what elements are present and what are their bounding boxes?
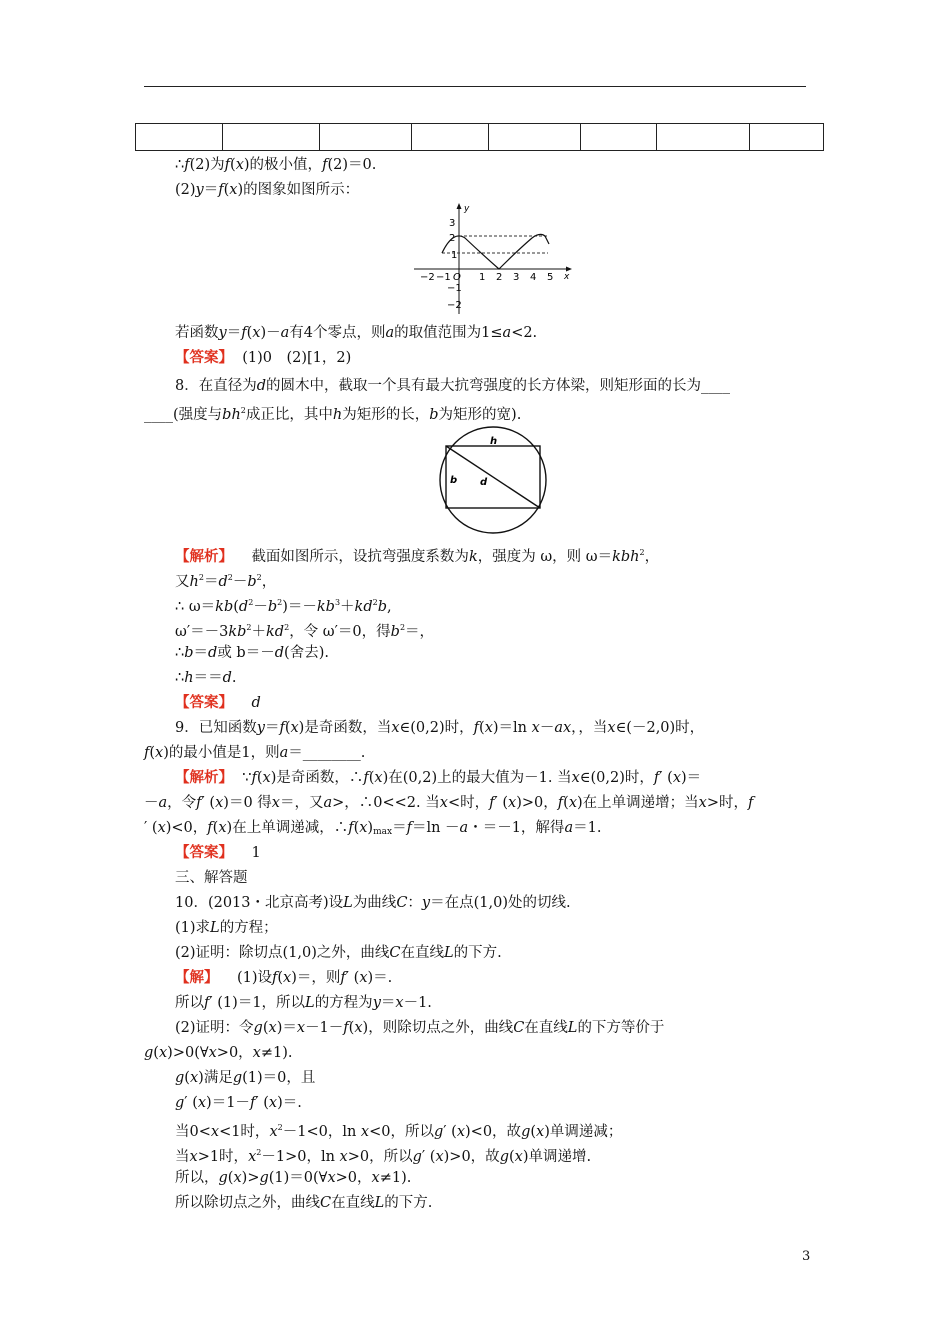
y-tick-minus-2: −2 [447,300,462,311]
x-tick-minus-1: −1 [436,272,451,283]
y-tick-1: 1 [451,250,458,261]
p9-analysis-line-1: 【解析】 ∵f(x)是奇函数，∴f(x)在(0,2)上的最大值为－1. 当x∈(0,2)时，f′ (x)＝ [175,769,702,786]
p9-analysis-line-2: －a，令f′ (x)＝0 得x＝，又a>，∴0<<2. 当x<时，f′ (x)>0，f(x)在上单调递增；当x>时，f [144,795,754,811]
p10-solution-line-6: g′ (x)＝1－f′ (x)＝. [175,1095,302,1111]
y-tick-2: 2 [449,233,456,244]
p8-analysis-line-5: ∴b＝d或 b＝－d(舍去). [175,645,329,661]
p10-solution-line-1: 【解】 (1)设f(x)＝，则f′ (x)＝. [175,969,393,986]
header-rule [144,86,806,87]
x-tick-4: 4 [530,272,537,283]
solution-label: 【解】 [175,969,219,986]
x-axis-arrow [566,267,572,272]
y-tick-3: 3 [449,218,456,229]
x-axis-label: x [564,272,570,282]
p8-analysis-line-2: 又$h^2=d^2-b^2$， [175,573,277,590]
analysis-label: 【解析】 [175,769,233,786]
answer-label: 【答案】 [175,694,233,711]
p10-question: 10．(2013・北京高考)设L为曲线C：y＝在点(1,0)处的切线. [175,895,571,911]
p8-question-line-2: ____(强度与$bh^2$成正比，其中h为矩形的长，b为矩形的宽). [144,406,522,423]
function-graph [408,200,578,317]
p8-analysis-line-6: ∴h＝＝d. [175,670,237,686]
x-tick-2: 2 [496,272,503,283]
table-cell [223,124,320,151]
analysis-label: 【解析】 [175,548,233,565]
p8-analysis-line-1: 【解析】 截面如图所示，设抗弯强度系数为k，强度为 ω，则 ω＝kbh$^2$， [175,548,660,565]
answer-label: 【答案】 [175,349,233,366]
function-curve [442,234,549,269]
top-table-fragment [135,123,824,151]
table-cell [412,124,489,151]
label-h: h [490,436,498,447]
p10-solution-line-9: 所以，g(x)>g(1)＝0(∀x>0，x≠1). [175,1170,412,1186]
p10-part-2: (2)证明：除切点(1,0)之外，曲线C在直线L的下方. [175,945,502,961]
p9-analysis-line-3: ′ (x)<0，f(x)在上单调递减，$\therefore f(x)_{max}=f=\ln -a$・＝－1，解得a＝1. [144,820,602,837]
y-tick-minus-1: −1 [447,283,462,294]
p8-question-line-1: 8．在直径为d的圆木中，截取一个具有最大抗弯强度的长方体梁，则矩形面的长为____ [175,378,731,394]
page-number: 3 [802,1249,811,1264]
section-heading: 三、解答题 [175,870,248,886]
y-axis-arrow [457,203,462,209]
x-tick-5: 5 [547,272,554,283]
label-b: b [450,475,458,486]
x-tick-minus-2: −2 [420,272,435,283]
x-tick-3: 3 [513,272,520,283]
diagonal-d [446,446,540,508]
p8-answer: 【答案】 d [175,694,261,711]
p7-line-3: 若函数y＝f(x)－a有4个零点，则a的取值范围为1≤a<2. [175,325,538,341]
p10-solution-line-5: g(x)满足g(1)＝0，且 [175,1070,316,1086]
p10-solution-line-7: 当0<x<1时，$x^2-1<0$，ln x<0，所以g′ (x)<0，故g(x)单调递减； [175,1123,623,1140]
p7-line-2: (2)y＝f(x)的图象如图所示： [175,182,360,198]
p9-question-line-2: f(x)的最小值是1，则a＝________. [144,745,366,761]
p10-solution-line-10: 所以除切点之外，曲线C在直线L的下方. [175,1195,433,1211]
p7-line-1: ∴f(2)为f(x)的极小值，f(2)＝0. [175,157,377,173]
table-cell [136,124,223,151]
answer-label: 【答案】 [175,844,233,861]
p8-analysis-line-3: ∴ $\omega=kb(d^2-b^2)=-kb^3+kd^2b$, [175,598,392,615]
label-d: d [480,477,488,488]
circle-rectangle-figure [434,424,552,536]
p10-solution-line-2: 所以f′ (1)＝1，所以L的方程为y＝x－1. [175,995,432,1011]
p9-answer: 【答案】 1 [175,844,261,861]
table-cell [320,124,412,151]
table-cell [657,124,750,151]
table-cell [750,124,824,151]
p7-answer: 【答案】 (1)0 (2)[1，2) [175,349,352,366]
x-tick-1: 1 [479,272,486,283]
origin-label: O [453,272,461,283]
p8-analysis-line-4: $\omega'=-3kb^2+kd^2$，令 ω′＝0，得$b^2=$， [175,623,435,640]
p9-question-line-1: 9．已知函数y＝f(x)是奇函数，当x∈(0,2)时，f(x)＝ln x－ax，，当x∈(－2,0)时， [175,720,705,736]
table-cell [489,124,581,151]
table-cell [581,124,657,151]
p10-solution-line-3: (2)证明：令g(x)＝x－1－f(x)，则除切点之外，曲线C在直线L的下方等价于 [175,1020,665,1036]
y-axis-label: y [464,204,470,214]
p10-solution-line-8: 当x>1时，$x^2-1>0$，ln x>0，所以g′ (x)>0，故g(x)单调递增. [175,1148,592,1165]
table-row [136,124,824,151]
p10-part-1: (1)求L的方程； [175,920,278,936]
p10-solution-line-4: g(x)>0(∀x>0，x≠1). [144,1045,293,1061]
